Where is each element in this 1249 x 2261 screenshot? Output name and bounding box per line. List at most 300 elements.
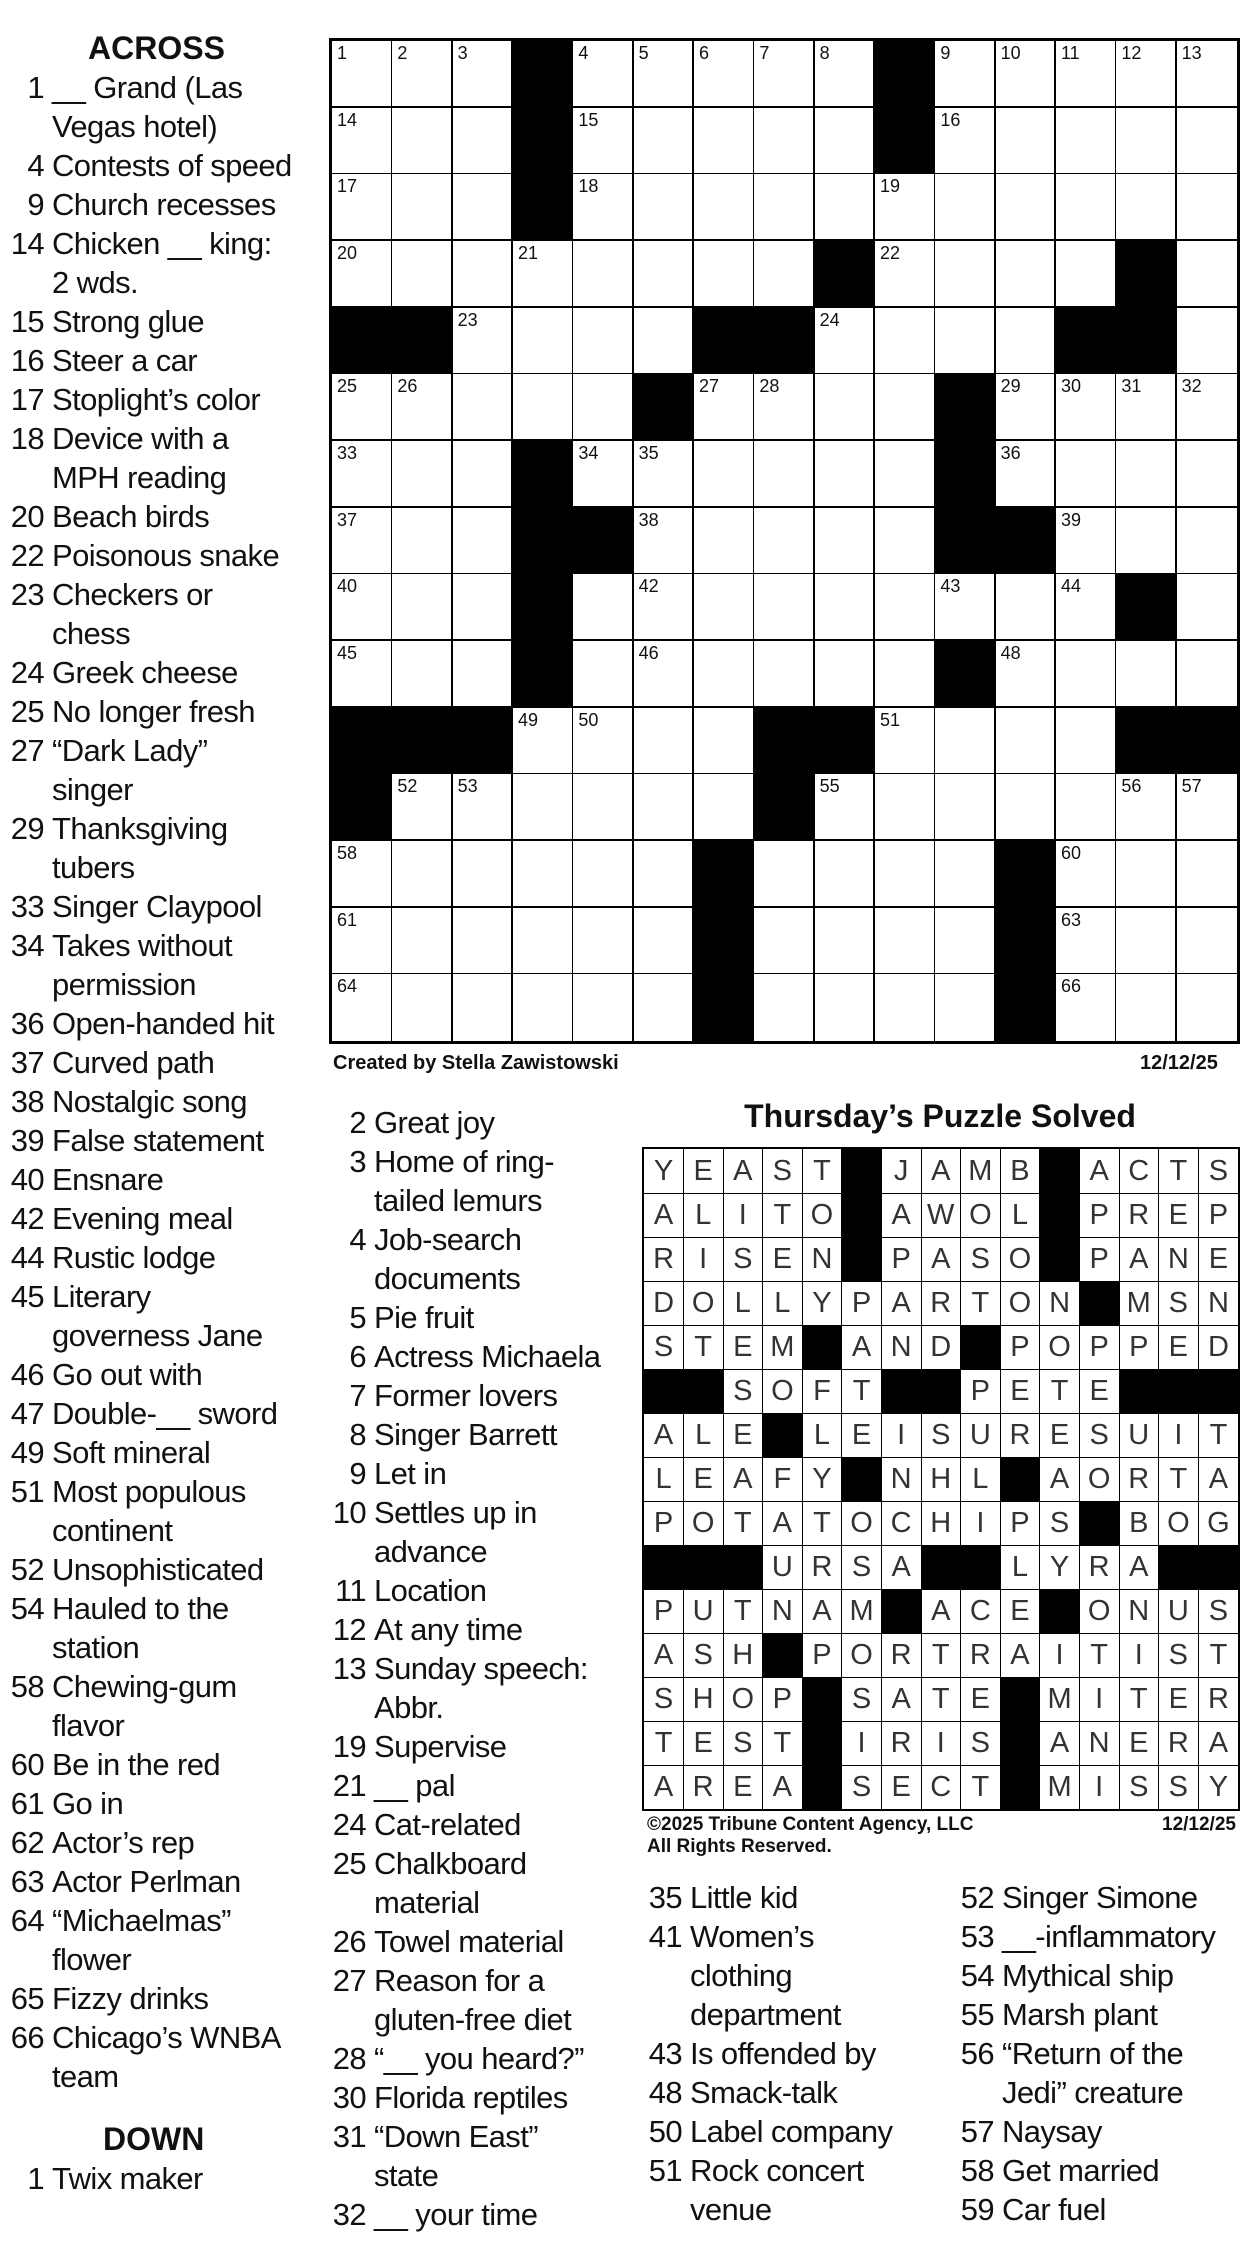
grid-cell[interactable] [513, 374, 574, 441]
clue [948, 2151, 1248, 2190]
grid-cell[interactable] [392, 641, 453, 708]
clue-number: 18 [10, 421, 44, 456]
grid-cell[interactable] [634, 41, 695, 108]
grid-cell[interactable] [392, 174, 453, 241]
black-square [513, 441, 574, 508]
clue-text-line: Settles up in [374, 1495, 537, 1530]
grid-cell[interactable] [573, 641, 634, 708]
grid-cell[interactable] [875, 374, 936, 441]
clue [0, 1589, 305, 1667]
solution-cell: T [723, 1589, 763, 1634]
clue-text-line: Vegas hotel) [52, 109, 218, 144]
clue-text-line: team [52, 2059, 119, 2094]
grid-cell[interactable] [694, 774, 755, 841]
clue-text-line: advance [374, 1534, 488, 1569]
grid-cell[interactable] [573, 308, 634, 375]
clue-number: 1 [27, 2161, 44, 2196]
solution-black-square [1080, 1281, 1120, 1326]
clue-text-line: “Michaelmas” [52, 1903, 231, 1938]
solution-cell: T [921, 1633, 961, 1678]
grid-cell[interactable] [754, 974, 815, 1041]
grid-cell[interactable] [935, 108, 996, 175]
grid-cell[interactable] [573, 108, 634, 175]
grid-cell[interactable] [935, 308, 996, 375]
cell-number: 6 [699, 43, 710, 63]
grid-cell[interactable] [513, 708, 574, 775]
grid-cell[interactable] [754, 841, 815, 908]
grid-cell[interactable] [453, 908, 514, 975]
grid-cell[interactable] [754, 241, 815, 308]
solution-black-square [1119, 1369, 1159, 1414]
grid-cell[interactable] [1056, 841, 1117, 908]
grid-cell[interactable] [694, 441, 755, 508]
grid-cell[interactable] [815, 441, 876, 508]
grid-cell[interactable] [573, 174, 634, 241]
grid-cell[interactable] [453, 441, 514, 508]
grid-cell[interactable] [996, 241, 1057, 308]
grid-cell[interactable] [332, 641, 393, 708]
solution-cell: D [644, 1281, 684, 1326]
grid-cell[interactable] [754, 641, 815, 708]
clue-text-line: chess [52, 616, 130, 651]
solution-black-square [1040, 1149, 1080, 1194]
grid-cell[interactable] [573, 241, 634, 308]
grid-cell[interactable] [875, 441, 936, 508]
clue-text [52, 224, 305, 302]
clue-text-line: At any time [374, 1612, 523, 1647]
grid-cell[interactable] [815, 774, 876, 841]
grid-cell[interactable] [694, 374, 755, 441]
grid-cell[interactable] [1177, 374, 1238, 441]
solution-cell: S [723, 1369, 763, 1414]
black-square [392, 308, 453, 375]
grid-cell[interactable] [573, 974, 634, 1041]
grid-cell[interactable] [996, 774, 1057, 841]
grid-cell[interactable] [754, 441, 815, 508]
grid-cell[interactable] [634, 441, 695, 508]
grid-cell[interactable] [453, 508, 514, 575]
solution-cell: E [1198, 1237, 1238, 1282]
clue [0, 1394, 305, 1433]
clue [0, 1238, 305, 1277]
grid-cell[interactable] [634, 841, 695, 908]
grid-cell[interactable] [1056, 441, 1117, 508]
grid-cell[interactable] [1177, 641, 1238, 708]
clue [320, 1610, 610, 1649]
grid-cell[interactable] [634, 574, 695, 641]
clue-text-line: “Down East” [374, 2119, 538, 2154]
grid-cell[interactable] [332, 241, 393, 308]
grid-cell[interactable] [935, 574, 996, 641]
grid-cell[interactable] [1056, 374, 1117, 441]
clue [636, 1878, 936, 1917]
black-square [996, 508, 1057, 575]
grid-cell[interactable] [1056, 108, 1117, 175]
solution-cell: I [882, 1413, 922, 1458]
grid-cell[interactable] [453, 974, 514, 1041]
grid-cell[interactable] [634, 774, 695, 841]
solution-cell: A [644, 1633, 684, 1678]
clue-text [1002, 1956, 1248, 1995]
grid-cell[interactable] [875, 774, 936, 841]
grid-cell[interactable] [634, 974, 695, 1041]
solution-cell: P [1198, 1193, 1238, 1238]
solution-cell: A [644, 1413, 684, 1458]
clue-text [52, 653, 305, 692]
solution-cell: M [1040, 1765, 1080, 1810]
grid-cell[interactable] [453, 241, 514, 308]
grid-cell[interactable] [1177, 441, 1238, 508]
grid-cell[interactable] [1116, 108, 1177, 175]
grid-cell[interactable] [332, 441, 393, 508]
grid-cell[interactable] [935, 41, 996, 108]
grid-cell[interactable] [573, 41, 634, 108]
grid-cell[interactable] [392, 441, 453, 508]
clue-number: 15 [10, 304, 44, 339]
clue-text [1002, 1995, 1248, 2034]
grid-cell[interactable] [1177, 241, 1238, 308]
solution-cell: T [763, 1193, 803, 1238]
grid-cell[interactable] [392, 908, 453, 975]
solution-cell: S [723, 1237, 763, 1282]
grid-cell[interactable] [1177, 108, 1238, 175]
solution-black-square [842, 1457, 882, 1502]
clue-text-line: False statement [52, 1123, 264, 1158]
grid-cell[interactable] [392, 974, 453, 1041]
grid-cell[interactable] [815, 308, 876, 375]
black-square [1116, 308, 1177, 375]
grid-cell[interactable] [875, 974, 936, 1041]
grid-cell[interactable] [392, 241, 453, 308]
grid-cell[interactable] [1177, 908, 1238, 975]
grid-cell[interactable] [815, 974, 876, 1041]
solution-black-square [644, 1369, 684, 1414]
clue-text [52, 887, 305, 926]
grid-cell[interactable] [392, 774, 453, 841]
grid-cell[interactable] [875, 308, 936, 375]
grid-cell[interactable] [1177, 574, 1238, 641]
grid-cell[interactable] [332, 908, 393, 975]
grid-cell[interactable] [392, 108, 453, 175]
grid-cell[interactable] [332, 174, 393, 241]
grid-cell[interactable] [1056, 908, 1117, 975]
grid-cell[interactable] [815, 641, 876, 708]
grid-cell[interactable] [815, 508, 876, 575]
grid-cell[interactable] [1056, 241, 1117, 308]
grid-cell[interactable] [453, 841, 514, 908]
grid-cell[interactable] [1116, 774, 1177, 841]
grid-cell[interactable] [513, 241, 574, 308]
grid-cell[interactable] [1177, 841, 1238, 908]
grid-cell[interactable] [332, 841, 393, 908]
grid-cell[interactable] [875, 241, 936, 308]
clue-text [374, 2039, 610, 2078]
grid-cell[interactable] [634, 641, 695, 708]
clue-text [52, 1745, 305, 1784]
grid-cell[interactable] [634, 308, 695, 375]
grid-cell[interactable] [1116, 41, 1177, 108]
grid-cell[interactable] [1056, 174, 1117, 241]
grid-cell[interactable] [453, 108, 514, 175]
grid-cell[interactable] [694, 708, 755, 775]
black-square [1056, 308, 1117, 375]
grid-cell[interactable] [815, 374, 876, 441]
clue-text-line: Open-handed hit [52, 1006, 274, 1041]
clue-text-line: flower [52, 1942, 132, 1977]
clue-number: 38 [10, 1084, 44, 1119]
grid-cell[interactable] [513, 908, 574, 975]
grid-cell[interactable] [815, 841, 876, 908]
grid-cell[interactable] [694, 574, 755, 641]
grid-cell[interactable] [513, 974, 574, 1041]
grid-cell[interactable] [815, 574, 876, 641]
grid-cell[interactable] [1056, 574, 1117, 641]
clue-number: 19 [332, 1729, 366, 1764]
grid-cell[interactable] [453, 308, 514, 375]
solution-cell: S [684, 1633, 724, 1678]
grid-cell[interactable] [1116, 841, 1177, 908]
grid-cell[interactable] [875, 708, 936, 775]
grid-cell[interactable] [513, 841, 574, 908]
grid-cell[interactable] [694, 174, 755, 241]
grid-cell[interactable] [634, 241, 695, 308]
grid-cell[interactable] [875, 908, 936, 975]
grid-cell[interactable] [634, 708, 695, 775]
grid-cell[interactable] [996, 308, 1057, 375]
clue [636, 2073, 936, 2112]
grid-cell[interactable] [754, 574, 815, 641]
clue-text [374, 2117, 610, 2195]
grid-cell[interactable] [634, 508, 695, 575]
clue-number: 11 [335, 1573, 366, 1608]
clue-text [1002, 1917, 1248, 1956]
grid-cell[interactable] [573, 574, 634, 641]
clue-text-line: Unsophisticated [52, 1552, 264, 1587]
grid-cell[interactable] [1177, 974, 1238, 1041]
grid-cell[interactable] [754, 508, 815, 575]
grid-cell[interactable] [996, 374, 1057, 441]
grid-cell[interactable] [754, 108, 815, 175]
grid-cell[interactable] [694, 508, 755, 575]
solution-black-square [1000, 1721, 1040, 1766]
grid-cell[interactable] [573, 908, 634, 975]
grid-cell[interactable] [634, 108, 695, 175]
clue-text-line: Job-search [374, 1222, 522, 1257]
grid-cell[interactable] [392, 374, 453, 441]
clue [320, 1376, 610, 1415]
grid-cell[interactable] [996, 641, 1057, 708]
grid-cell[interactable] [1056, 641, 1117, 708]
grid-cell[interactable] [1116, 641, 1177, 708]
grid-cell[interactable] [1177, 308, 1238, 375]
grid-cell[interactable] [573, 841, 634, 908]
grid-cell[interactable] [875, 841, 936, 908]
grid-cell[interactable] [935, 708, 996, 775]
grid-cell[interactable] [634, 908, 695, 975]
grid-cell[interactable] [754, 174, 815, 241]
black-square [754, 708, 815, 775]
grid-cell[interactable] [392, 574, 453, 641]
solution-cell: E [684, 1457, 724, 1502]
grid-cell[interactable] [1056, 708, 1117, 775]
solution-cell: C [961, 1589, 1001, 1634]
grid-cell[interactable] [332, 974, 393, 1041]
grid-cell[interactable] [694, 108, 755, 175]
grid-cell[interactable] [392, 508, 453, 575]
clue [320, 2195, 610, 2234]
grid-cell[interactable] [573, 441, 634, 508]
grid-cell[interactable] [996, 441, 1057, 508]
cell-number: 13 [1181, 43, 1202, 63]
cell-number: 18 [578, 176, 599, 197]
grid-cell[interactable] [332, 108, 393, 175]
grid-cell[interactable] [935, 241, 996, 308]
grid-cell[interactable] [1056, 508, 1117, 575]
clue-text [374, 1220, 610, 1298]
clue-text-line: Pie fruit [374, 1300, 474, 1335]
clue [636, 1917, 936, 2034]
clue [0, 809, 305, 887]
clue-number: 31 [332, 2119, 366, 2154]
grid-cell[interactable] [935, 908, 996, 975]
clue [0, 1277, 305, 1355]
clue-text-line: Let in [374, 1456, 447, 1491]
grid-cell[interactable] [1177, 508, 1238, 575]
grid-cell[interactable] [1177, 774, 1238, 841]
grid-cell[interactable] [935, 974, 996, 1041]
clue-number: 4 [27, 148, 44, 183]
grid-cell[interactable] [694, 41, 755, 108]
clue-text-line: Sunday speech: [374, 1651, 588, 1686]
grid-cell[interactable] [513, 774, 574, 841]
grid-cell[interactable] [1056, 41, 1117, 108]
clue [320, 1961, 610, 2039]
grid-cell[interactable] [935, 174, 996, 241]
grid-cell[interactable] [1116, 974, 1177, 1041]
solution-cell: O [1000, 1237, 1040, 1282]
clue-text-line: __ your time [374, 2197, 538, 2232]
grid-cell[interactable] [453, 41, 514, 108]
copyright-line: All Rights Reserved. [647, 1836, 832, 1857]
grid-cell[interactable] [453, 641, 514, 708]
clue-text-line: Checkers or [52, 577, 213, 612]
solution-cell: E [1000, 1369, 1040, 1414]
grid-cell[interactable] [694, 641, 755, 708]
clue-text-line: Rock concert [690, 2153, 864, 2188]
clue [320, 1454, 610, 1493]
clue-text [374, 1376, 610, 1415]
grid-cell[interactable] [1116, 441, 1177, 508]
clue-text-line: Takes without [52, 928, 233, 963]
black-square [935, 374, 996, 441]
grid-cell[interactable] [875, 174, 936, 241]
grid-cell[interactable] [996, 574, 1057, 641]
grid-cell[interactable] [935, 774, 996, 841]
grid-cell[interactable] [392, 41, 453, 108]
solution-cell: A [921, 1149, 961, 1194]
grid-cell[interactable] [1116, 908, 1177, 975]
clue [0, 692, 305, 731]
grid-cell[interactable] [453, 174, 514, 241]
grid-cell[interactable] [815, 174, 876, 241]
solution-cell: M [763, 1325, 803, 1370]
grid-cell[interactable] [694, 241, 755, 308]
solution-cell: P [1080, 1193, 1120, 1238]
grid-cell[interactable] [815, 108, 876, 175]
solution-cell: A [1000, 1633, 1040, 1678]
clue-number: 41 [648, 1919, 682, 1954]
black-square [815, 708, 876, 775]
grid-cell[interactable] [573, 774, 634, 841]
solution-cell: I [1040, 1633, 1080, 1678]
clue-text-line: Naysay [1002, 2114, 1102, 2149]
clue-text-line: Nostalgic song [52, 1084, 247, 1119]
grid-cell[interactable] [1116, 174, 1177, 241]
solution-cell: B [1119, 1501, 1159, 1546]
grid-cell[interactable] [332, 574, 393, 641]
grid-cell[interactable] [513, 308, 574, 375]
grid-cell[interactable] [996, 708, 1057, 775]
grid-cell[interactable] [754, 908, 815, 975]
solution-cell: U [1119, 1413, 1159, 1458]
solution-cell: S [961, 1721, 1001, 1766]
grid-cell[interactable] [996, 108, 1057, 175]
black-square [392, 708, 453, 775]
clue-number: 9 [349, 1456, 366, 1491]
cell-number: 9 [940, 43, 951, 63]
grid-cell[interactable] [815, 908, 876, 975]
grid-cell[interactable] [332, 508, 393, 575]
grid-cell[interactable] [935, 841, 996, 908]
clue-text [52, 1589, 305, 1667]
solution-cell: U [763, 1545, 803, 1590]
clue-text-line: Go in [52, 1786, 124, 1821]
grid-cell[interactable] [332, 41, 393, 108]
grid-cell[interactable] [573, 374, 634, 441]
grid-cell[interactable] [1116, 508, 1177, 575]
grid-cell[interactable] [392, 841, 453, 908]
grid-cell[interactable] [1177, 174, 1238, 241]
grid-cell[interactable] [996, 174, 1057, 241]
grid-cell[interactable] [815, 41, 876, 108]
cell-number: 19 [880, 176, 901, 197]
clue-number: 23 [10, 577, 44, 612]
grid-cell[interactable] [332, 374, 393, 441]
grid-cell[interactable] [875, 574, 936, 641]
grid-cell[interactable] [453, 774, 514, 841]
grid-cell[interactable] [1056, 974, 1117, 1041]
grid-cell[interactable] [1116, 374, 1177, 441]
cell-number: 14 [337, 109, 358, 130]
grid-cell[interactable] [754, 41, 815, 108]
grid-cell[interactable] [453, 574, 514, 641]
grid-cell[interactable] [875, 508, 936, 575]
grid-cell[interactable] [1056, 774, 1117, 841]
grid-cell[interactable] [996, 41, 1057, 108]
clue-text [52, 1355, 305, 1394]
grid-cell[interactable] [875, 641, 936, 708]
solution-cell: T [802, 1501, 842, 1546]
grid-cell[interactable] [634, 174, 695, 241]
grid-cell[interactable] [1177, 41, 1238, 108]
grid-cell[interactable] [573, 708, 634, 775]
solution-cell: E [763, 1237, 803, 1282]
clue [320, 1415, 610, 1454]
grid-cell[interactable] [754, 374, 815, 441]
black-square [935, 641, 996, 708]
grid-cell[interactable] [453, 374, 514, 441]
clue-text [374, 1766, 610, 1805]
